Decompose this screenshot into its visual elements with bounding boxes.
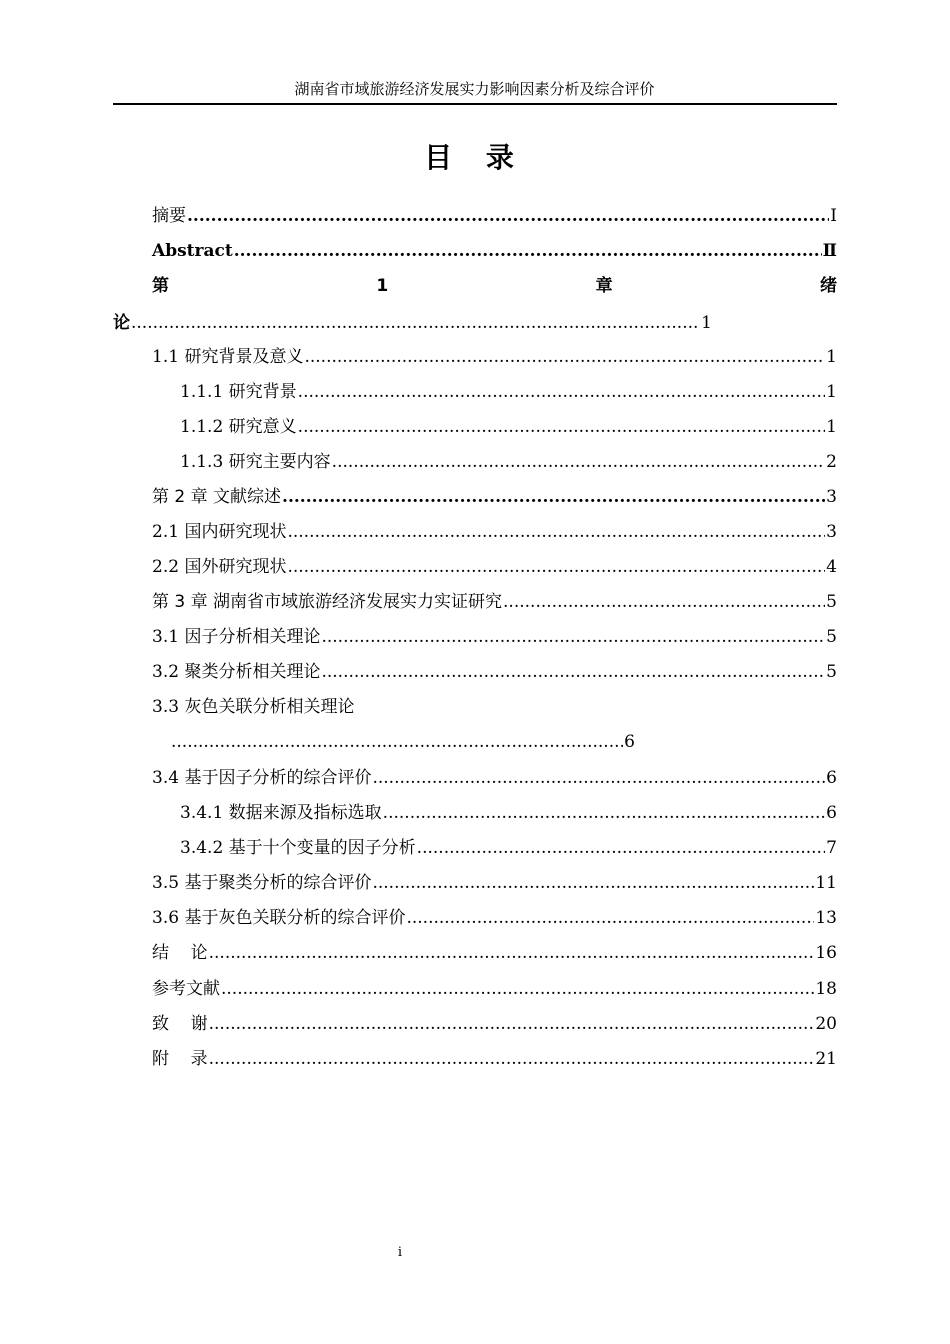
toc-entry-1-1-1[interactable]	[180, 379, 837, 405]
toc-entry-3-4[interactable]	[152, 765, 837, 791]
toc-label: 1.1.1 研究背景	[180, 382, 297, 402]
toc-label: 参考文献	[152, 979, 220, 999]
toc-label: 3.2 聚类分析相关理论	[152, 662, 321, 682]
toc-page: 6	[624, 732, 635, 752]
toc-page: 20	[815, 1014, 837, 1034]
toc-leader	[321, 624, 825, 650]
toc-page: 1	[826, 417, 837, 437]
toc-leader	[304, 344, 825, 370]
toc-entry-appendix[interactable]	[152, 1046, 837, 1072]
toc-ch1-word: 章	[595, 276, 613, 296]
toc-leader	[321, 659, 825, 685]
toc-entry-1-1-3[interactable]	[180, 449, 837, 475]
toc-leader	[383, 800, 826, 826]
toc-label: 2.2 国外研究现状	[152, 557, 287, 577]
toc-label: 第 2 章 文献综述	[152, 487, 282, 507]
toc-page: 18	[815, 979, 837, 999]
toc-page: 2	[826, 452, 837, 472]
toc-ch1-word: 第	[152, 276, 169, 296]
toc-label: 3.4.1 数据来源及指标选取	[180, 803, 382, 823]
toc-label: 2.1 国内研究现状	[152, 522, 287, 542]
toc-leader	[234, 238, 822, 264]
toc-leader	[282, 484, 825, 510]
toc-page: 5	[826, 662, 837, 682]
toc-leader	[131, 310, 700, 336]
toc-label: 3.6 基于灰色关联分析的综合评价	[152, 908, 406, 928]
toc-page: 3	[826, 522, 837, 542]
toc-label: 3.3 灰色关联分析相关理论	[152, 697, 355, 717]
toc-leader	[287, 519, 825, 545]
toc-label: 结 论	[152, 943, 208, 963]
toc-page: 7	[826, 838, 837, 858]
toc-entry-3-3-line1[interactable]	[152, 694, 452, 720]
toc-page: 13	[815, 908, 837, 928]
toc-label: 3.4.2 基于十个变量的因子分析	[180, 838, 416, 858]
toc-entry-3-4-2[interactable]	[180, 835, 837, 861]
toc-leader	[187, 203, 829, 229]
toc-label: Abstract	[152, 241, 233, 261]
toc-entry-ch1-line1[interactable]	[152, 273, 837, 299]
toc-leader	[417, 835, 826, 861]
toc-label: 3.1 因子分析相关理论	[152, 627, 321, 647]
toc-leader	[372, 765, 825, 791]
toc-leader	[503, 589, 825, 615]
toc-page: 11	[815, 873, 837, 893]
toc-page: Ⅰ	[830, 206, 837, 226]
toc-page: 1	[701, 313, 712, 333]
toc-entry-1-1-2[interactable]	[180, 414, 837, 440]
page-title: 目 录	[424, 141, 526, 174]
toc-entry-3-4-1[interactable]	[180, 800, 837, 826]
toc-entry-conclusion[interactable]	[152, 940, 837, 966]
toc-label: 3.5 基于聚类分析的综合评价	[152, 873, 372, 893]
toc-entry-abstract-cn[interactable]	[152, 203, 837, 229]
toc-label: 致 谢	[152, 1014, 208, 1034]
toc-leader	[221, 976, 814, 1002]
toc-page: 21	[815, 1049, 837, 1069]
toc-page: Ⅱ	[822, 241, 837, 261]
toc-entry-3-5[interactable]	[152, 870, 837, 896]
header-rule	[113, 103, 837, 105]
toc-leader	[209, 940, 815, 966]
toc-leader	[372, 870, 814, 896]
toc-entry-ch2[interactable]	[152, 484, 837, 510]
toc-leader	[209, 1046, 815, 1072]
toc-entry-3-6[interactable]	[152, 905, 837, 931]
toc-entry-3-1[interactable]	[152, 624, 837, 650]
toc-leader	[298, 379, 826, 405]
toc-leader	[287, 554, 825, 580]
toc-label: 附 录	[152, 1049, 208, 1069]
toc-label: 第 3 章 湖南省市域旅游经济发展实力实证研究	[152, 592, 503, 612]
toc-leader	[332, 449, 826, 475]
toc-page: 3	[826, 487, 837, 507]
toc-entry-thanks[interactable]	[152, 1011, 837, 1037]
toc-label: 3.4 基于因子分析的综合评价	[152, 768, 372, 788]
toc-page: 5	[826, 627, 837, 647]
toc-leader	[406, 905, 814, 931]
toc-label: 1.1.3 研究主要内容	[180, 452, 331, 472]
toc-entry-ch1-line2[interactable]	[113, 310, 712, 336]
toc-label: 1.1 研究背景及意义	[152, 347, 304, 367]
toc-label: 摘要	[152, 206, 186, 226]
toc-page: 1	[826, 347, 837, 367]
page-number: i	[397, 1245, 403, 1260]
toc-label: 1.1.2 研究意义	[180, 417, 297, 437]
toc-ch1-number: 1	[376, 276, 389, 296]
toc-entry-references[interactable]	[152, 976, 837, 1002]
toc-ch1-word: 绪	[819, 276, 837, 296]
toc-entry-3-2[interactable]	[152, 659, 837, 685]
running-header: 湖南省市域旅游经济发展实力影响因素分析及综合评价	[294, 80, 655, 98]
toc-entry-ch3[interactable]	[152, 589, 837, 615]
toc-page: 6	[826, 803, 837, 823]
toc-entry-1-1[interactable]	[152, 344, 837, 370]
toc-leader	[171, 729, 623, 755]
toc-page: 4	[826, 557, 837, 577]
toc-leader	[298, 414, 826, 440]
toc-page: 1	[826, 382, 837, 402]
toc-entry-2-2[interactable]	[152, 554, 837, 580]
toc-entry-2-1[interactable]	[152, 519, 837, 545]
toc-page: 16	[815, 943, 837, 963]
toc-leader	[209, 1011, 815, 1037]
toc-label: 论	[113, 313, 130, 333]
toc-entry-abstract-en[interactable]	[152, 238, 837, 264]
toc-page: 6	[826, 768, 837, 788]
toc-entry-3-3-line2[interactable]	[171, 729, 635, 755]
toc-page: 5	[826, 592, 837, 612]
